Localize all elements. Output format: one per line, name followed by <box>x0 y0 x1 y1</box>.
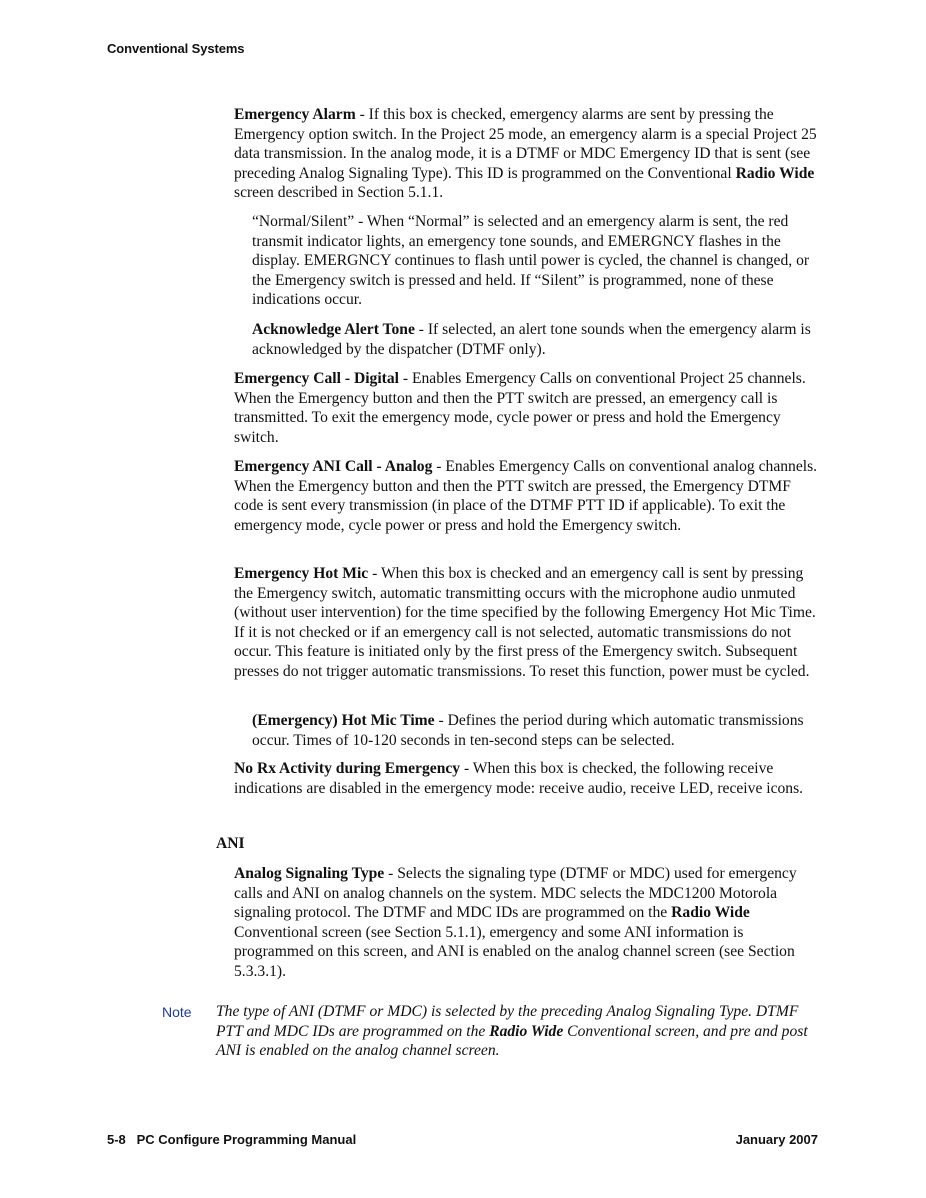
section-heading-ani: ANI <box>216 835 245 852</box>
paragraph-text: - Enables Emergency Calls on conventional analog channels. When the Emergency button and then the PTT switch are pressed, the Emergency DTMF code is sent every transmission (in place of the DTMF PTT ID if applicable). To exit the emergency mode, cycle power or press and hold the Emergency switch. <box>234 458 818 534</box>
paragraph-text: - When this box is checked and an emergency call is sent by pressing the Emergency switch, automatic transmitting occurs with the microphone audio unmuted (without user intervention) for the time specified by the following Emergency Hot Mic Time. If it is not checked or if an emergency call is not selected, automatic transmissions do not occur. This feature is initiated only by the first press of the Emergency switch. Subsequent presses do not trigger automatic transmissions. To reset this function, power must be cycled. <box>234 565 816 680</box>
term-analog-signaling-type: Analog Signaling Type <box>234 865 385 882</box>
term-emergency-ani-call-analog: Emergency ANI Call - Analog <box>234 458 433 475</box>
term-emergency-call-digital: Emergency Call - Digital <box>234 370 399 387</box>
paragraph-emergency-ani-call-analog <box>234 457 819 535</box>
paragraph-normal-silent: “Normal/Silent” - When “Normal” is selected and an emergency alarm is sent, the red transmit indicator lights, an emergency tone sounds, and EMERGNCY flashes in the display. EMERGNCY continues to flash until power is cycled, the channel is changed, or the Emergency switch is pressed and held. If “Silent” is programmed, none of these indications occur. <box>252 213 810 309</box>
term-hot-mic-time: (Emergency) Hot Mic Time <box>252 712 435 729</box>
paragraph-text: screen described in Section 5.1.1. <box>234 184 444 202</box>
note-text-part: The type of ANI (DTMF or MDC) is selected by the preceding Analog Signaling Type. DTMF PTT and MDC IDs are programmed on the <box>216 1003 799 1040</box>
paragraph-ack-alert-tone <box>252 320 819 359</box>
paragraph-no-rx-activity <box>234 759 819 798</box>
term-emergency-hot-mic: Emergency Hot Mic <box>234 565 369 582</box>
paragraph-text: - If this box is checked, emergency alarms are sent by pressing the Emergency option switch. In the Project 25 mode, an emergency alarm is a special Project 25 data transmission. In the analog mode, it is a DTMF or MDC Emergency ID that is sent (see preceding Analog Signaling Type). This ID is programmed on the Conventional <box>234 106 817 182</box>
paragraph-text: Conventional screen (see Section 5.1.1), emergency and some ANI information is programmed on this screen, and ANI is enabled on the analog channel screen (see Section 5.3.3.1). <box>234 923 795 980</box>
term-radio-wide: Radio Wide <box>671 904 750 922</box>
term-radio-wide: Radio Wide <box>735 164 815 182</box>
paragraph-emergency-alarm <box>234 105 819 203</box>
running-head: Conventional Systems <box>107 41 245 56</box>
paragraph-text: - Defines the period during which automatic transmissions occur. Times of 10-120 seconds in ten-second steps can be selected. <box>252 712 804 749</box>
paragraph-analog-signaling-type <box>234 864 819 982</box>
footer-date: January 2007 <box>735 1132 818 1147</box>
paragraph-text: - If selected, an alert tone sounds when the emergency alarm is acknowledged by the dispatcher (DTMF only). <box>252 321 811 358</box>
term-radio-wide: Radio Wide <box>489 1022 564 1040</box>
term-ack-alert-tone: Acknowledge Alert Tone <box>252 321 415 338</box>
paragraph-text: - Enables Emergency Calls on conventional Project 25 channels. When the Emergency button and then the PTT switch are pressed, an emergency call is transmitted. To exit the emergency mode, cycle power or press and hold the Emergency switch. <box>234 370 806 446</box>
paragraph-emergency-hot-mic <box>234 564 819 682</box>
paragraph-text: - When this box is checked, the following receive indications are disabled in the emergency mode: receive audio, receive LED, receive icons. <box>234 760 804 797</box>
paragraph-text: - Selects the signaling type (DTMF or MDC) used for emergency calls and ANI on analog channels on the system. MDC selects the MDC1200 Motorola signaling protocol. The DTMF and MDC IDs are programmed on the <box>234 865 797 922</box>
footer-page-title: 5-8 PC Configure Programming Manual <box>107 1132 357 1147</box>
paragraph-emergency-call-digital <box>234 369 819 447</box>
paragraph-hot-mic-time <box>252 711 819 750</box>
note-text <box>216 1002 819 1061</box>
note-text-part: Conventional screen, and pre and post ANI is enabled on the analog channel screen. <box>216 1022 808 1060</box>
term-emergency-alarm: Emergency Alarm <box>234 106 356 123</box>
term-no-rx-activity: No Rx Activity during Emergency <box>234 760 461 777</box>
note-label: Note <box>162 1004 192 1020</box>
